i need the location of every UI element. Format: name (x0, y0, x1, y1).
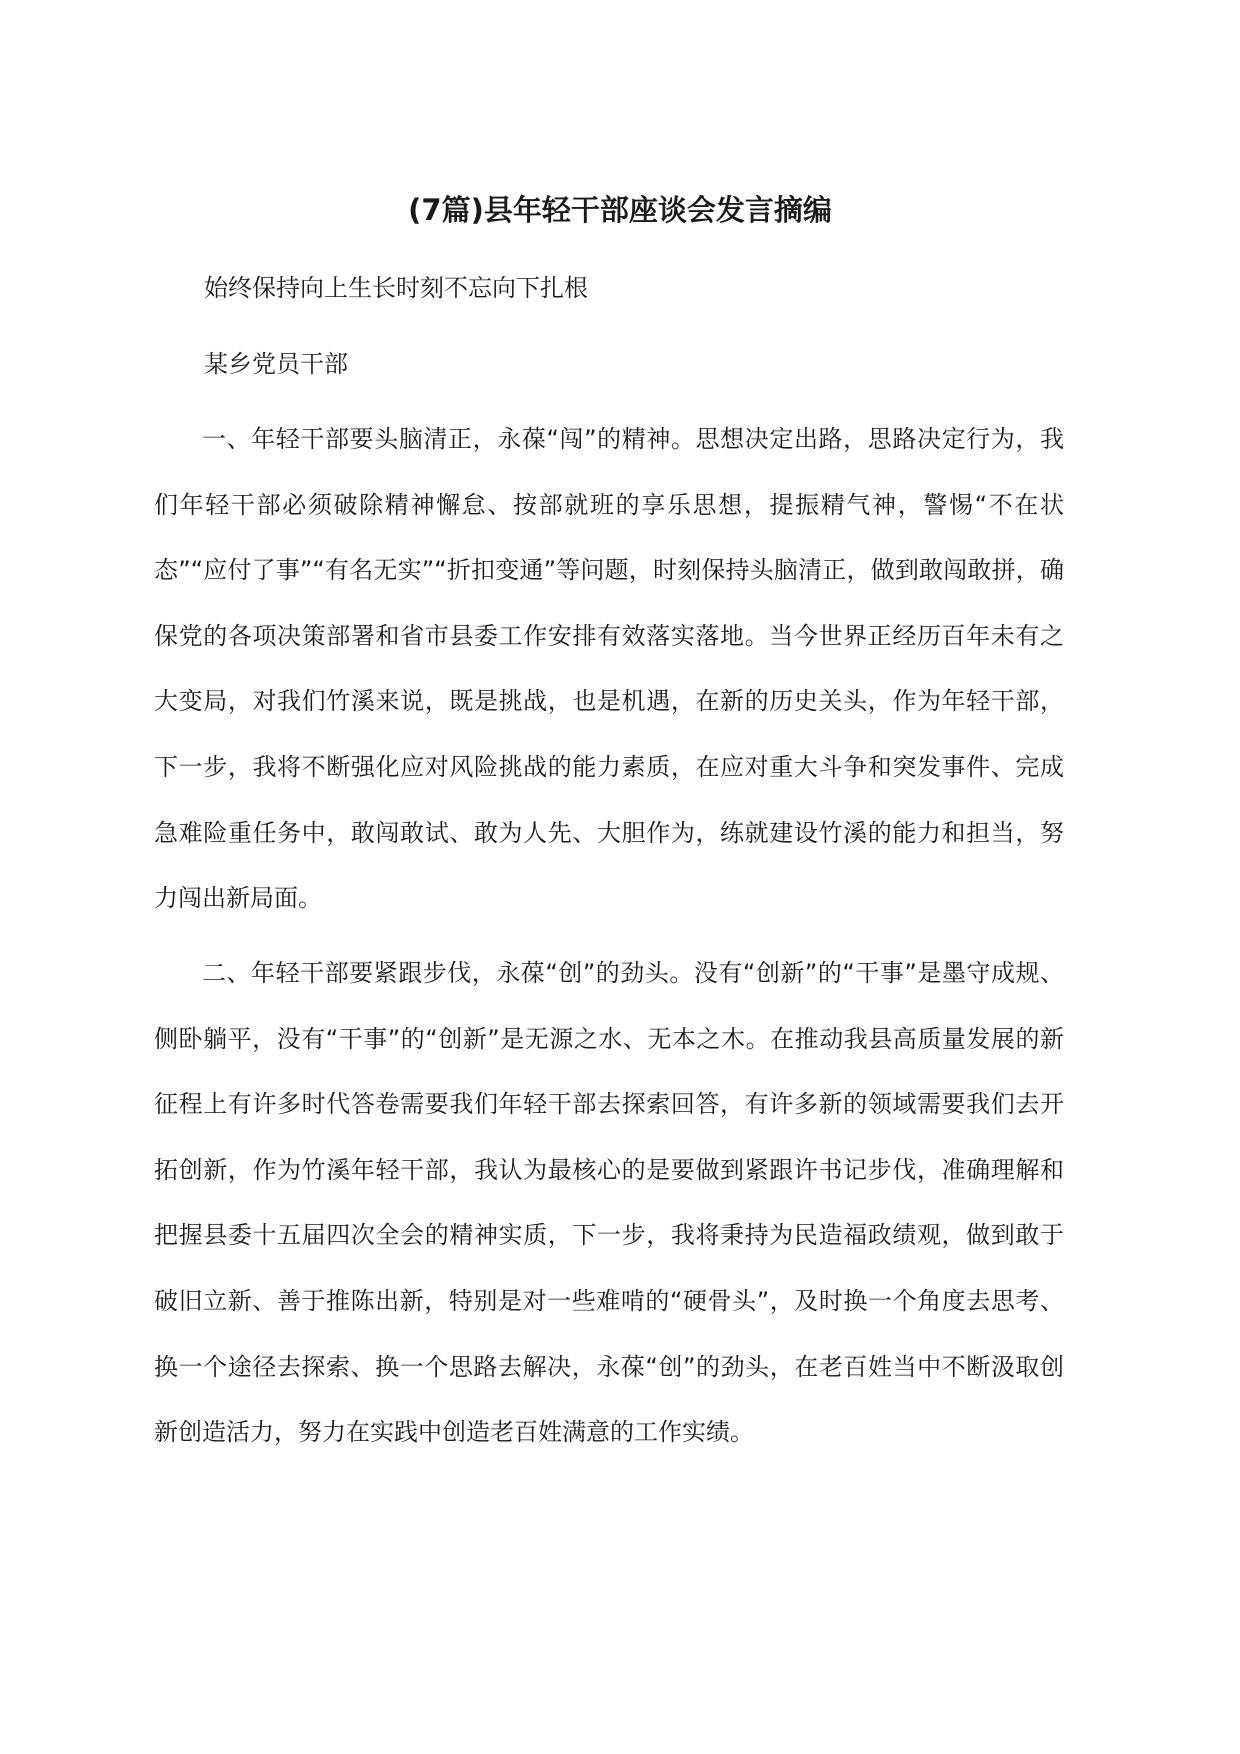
document-title: (7篇)县年轻干部座谈会发言摘编 (408, 193, 832, 227)
paragraph-2: 二、年轻干部要紧跟步伐，永葆“创”的劲头。没有“创新”的“干事”是墨守成规、侧卧躺平，没有“干事”的“创新”是无源之水、无本之木。在推动我县高质量发展的新征程上有许多时代答卷需要我们年轻干部去探索回答，有许多新的领域需要我们去开拓创新，作为竹溪年轻干部，我认为最核心的是要做到紧跟许书记步伐，准确理解和把握县委十五届四次全会的精神实质，下一步，我将秉持为民造福政绩观，做到敢于破旧立新、善于推陈出新，特别是对一些难啃的“硬骨头”，及时换一个角度去思考、换一个途径去探索、换一个思路去解决，永葆“创”的劲头，在老百姓当中不断汲取创新创造活力，努力在实践中创造老百姓满意的工作实绩。 (154, 959, 1064, 1447)
speech-title: 始终保持向上生长时刻不忘向下扎根 (204, 274, 588, 302)
paragraph-1: 一、年轻干部要头脑清正，永葆“闯”的精神。思想决定出路，思路决定行为，我们年轻干部必须破除精神懈怠、按部就班的享乐思想，提振精气神，警惕“不在状态”“应付了事”“有名无实”“折扣变通”等问题，时刻保持头脑清正，做到敢闯敢拼，确保党的各项决策部署和省市县委工作安排有效落实落地。当今世界正经历百年未有之大变局，对我们竹溪来说，既是挑战，也是机遇，在新的历史关头，作为年轻干部，下一步，我将不断强化应对风险挑战的能力素质，在应对重大斗争和突发事件、完成急难险重任务中，敢闯敢试、敢为人先、大胆作为，练就建设竹溪的能力和担当，努力闯出新局面。 (154, 425, 1064, 913)
speaker-name: 某乡党员干部 (204, 350, 348, 378)
